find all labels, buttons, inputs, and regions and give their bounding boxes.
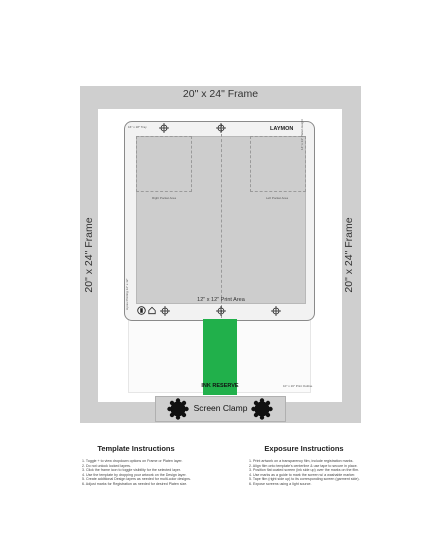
home-icon <box>148 306 156 315</box>
list-item: 1. Toggle + to view dropdown options on Frame or Platen layer. <box>82 459 183 463</box>
clamp-knob-icon <box>251 398 273 420</box>
brand-logo: LAYMON <box>270 126 294 132</box>
print-outline-label: 10" x 16" Print Outline <box>283 384 313 388</box>
tray-size-label: 16" x 18" Tray <box>128 125 147 129</box>
list-item: 4. Use marks as a guide to mark the screen w/ a washable marker. <box>249 472 356 477</box>
list-item: 5. Create additional Design layers as needed for multi-color designs. <box>82 477 191 482</box>
registration-mark-icon <box>271 306 281 316</box>
platen-height-label: 14" x 14" Platen Height <box>300 119 304 150</box>
registration-mark-icon <box>160 306 170 316</box>
right-pocket-outline <box>136 136 192 192</box>
list-item: 3. Click the frame icon to toggle visibility for the selected layer. <box>82 468 181 473</box>
registration-mark-icon <box>216 123 226 133</box>
frame-label-right: 20" x 24" Frame <box>343 217 355 293</box>
hyrax-label: Hyrax Printing 12" x 12" <box>125 278 129 310</box>
exposure-instructions-list <box>249 459 409 487</box>
clamp-knob-icon <box>167 398 189 420</box>
ink-reserve-label: INK RESERVE <box>201 383 239 389</box>
list-item: 1. Print artwork on a transparency film, include registration marks. <box>249 459 354 463</box>
left-pocket-label: Left Pocket Area <box>266 196 289 200</box>
lock-icon <box>137 306 146 315</box>
template-instructions-title: Template Instructions <box>97 444 175 453</box>
template-instructions-list <box>82 459 242 487</box>
registration-mark-icon <box>159 123 169 133</box>
list-item: 4. Use the template by dropping your artwork on the Design layer. <box>82 472 187 477</box>
exposure-instructions-title: Exposure Instructions <box>264 444 344 453</box>
screen-clamp-label: Screen Clamp <box>193 403 248 413</box>
center-line <box>221 124 222 318</box>
left-pocket-outline <box>250 136 306 192</box>
print-area-label: 12" x 12" Print Area <box>197 297 245 303</box>
list-item: 2. Do not unlock locked layers. <box>82 463 131 468</box>
registration-mark-icon <box>216 306 226 316</box>
list-item: 6. Expose screens using a light source. <box>249 481 312 486</box>
frame-label-top: 20" x 24" Frame <box>182 88 259 100</box>
frame-label-left: 20" x 24" Frame <box>83 217 95 293</box>
list-item: 6. Adjust marks for Registration as needed for desired Platen size. <box>82 481 188 486</box>
list-item: 2. Align film onto template's centerline & use tape to secure in place. <box>249 463 358 468</box>
right-pocket-label: Right Pocket Area <box>152 196 177 200</box>
list-item: 5. Tape film (right side up) to its corresponding screen (garment side). <box>249 477 360 482</box>
list-item: 3. Position flat coated screen (ink side up) over the marks on the film. <box>249 468 360 473</box>
